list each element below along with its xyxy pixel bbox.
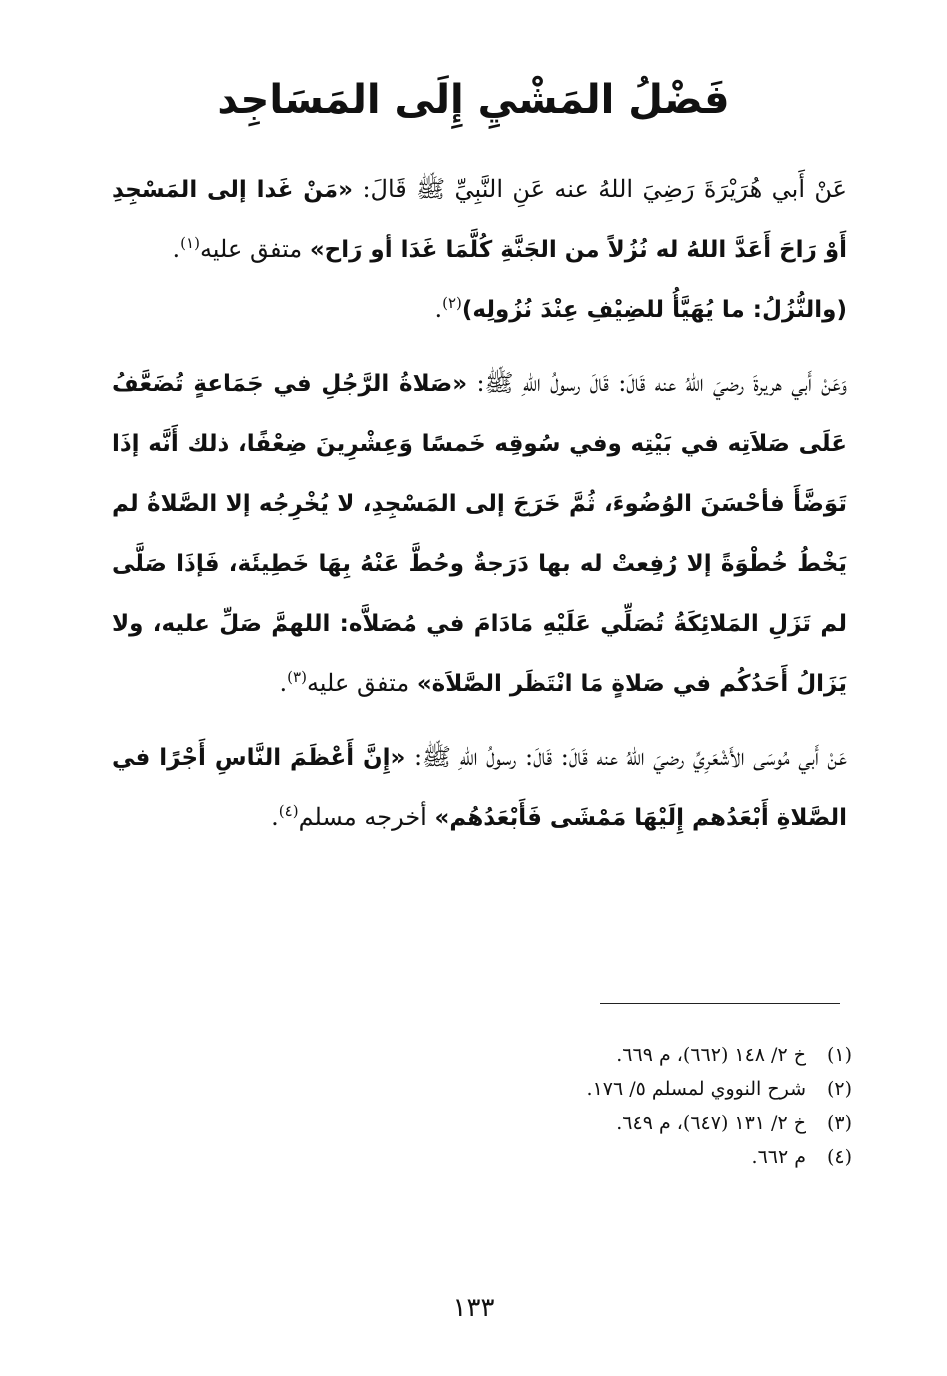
narration-intro: عَنْ أَبي مُوسَى الأَشْعَرِيِّ رضيَ اللهُ عنه قَالَ: قَالَ: رسولُ اللهِ ﷺ: (405, 743, 848, 771)
hadith-text: «إِنَّ أَعْظَمَ النَّاسِ أَجْرًا في الصَّلاةِ أَبْعَدُهم إِلَيْهَا مَمْشَى فَأَبْعَدُهُم» (112, 745, 847, 831)
page-number: ١٣٣ (452, 1293, 495, 1323)
footnote-item (252, 1140, 852, 1174)
footnote-ref: (١) (180, 234, 200, 252)
narration-intro: وَعَنْ أَبي هريرةَ رضيَ اللهُ عنه قَالَ: قَالَ رسولُ اللهِ ﷺ: (467, 369, 847, 397)
narration-source: متفق عليه (306, 669, 417, 697)
full-stop: . (279, 669, 288, 697)
footnote-ref: (٣) (287, 668, 307, 686)
footnote-number: (٢) (826, 1078, 852, 1100)
footnote-number: (٣) (826, 1112, 852, 1134)
narration-intro: عَنْ أَبي هُرَيْرَةَ رَضِيَ اللهُ عنه عَنِ النَّبِيِّ ﷺ قَالَ: (353, 175, 847, 203)
footnote-text: خ ٢/ ١٤٨ (٦٦٢)، م ٦٦٩. (616, 1044, 806, 1066)
footnote-ref: (٤) (278, 802, 299, 820)
footnote-number: (١) (826, 1044, 852, 1066)
definition-text: (والنُّزُلُ: ما يُهَيَّأُ للضِيْفِ عِنْدَ نُزُولِه) (461, 297, 847, 323)
full-stop: . (271, 803, 279, 831)
footnote-item (252, 1072, 852, 1106)
footnote-item (252, 1038, 852, 1072)
paragraph-4 (112, 728, 847, 848)
footnotes-list (252, 1038, 852, 1174)
hadith-text: «صَلاةُ الرَّجُلِ في جَمَاعةٍ تُضَعَّفُ عَلَى صَلاَتِه في بَيْتِه وفي سُوقِه خَمسًا وَعِشْرِينَ ضِعْفًا، ذلك أَنَّه إذَا تَوَضَّأَ فأحْسَنَ الوُضُوءَ، ثُمَّ خَرَجَ إلى المَسْجِدِ، لا يُخْرِجُه إلا الصَّلاةُ لم يَخْطُ خُطْوَةً إلا رُفِعتْ له بها دَرَجةٌ وحُطَّ عَنْهُ بِهَا خَطِيئَة، فَإذَا صَلَّى لم تَزَلِ المَلائِكَةُ تُصَلِّي عَلَيْهِ مَادَامَ في مُصَلاَّه: اللهمَّ صَلِّ عليه، ولا يَزَالُ أَحَدُكُم في صَلاةٍ مَا انْتَظَر الصَّلاَة» (112, 371, 847, 697)
paragraph-3 (112, 354, 847, 714)
paragraph-1 (112, 160, 847, 280)
paragraph-2 (112, 280, 847, 340)
footnote-divider (600, 1003, 840, 1004)
footnote-item (252, 1106, 852, 1140)
narration-source: أخرجه مسلم (298, 803, 435, 831)
full-stop: . (434, 295, 443, 323)
footnote-text: شرح النووي لمسلم ٥/ ١٧٦. (586, 1078, 806, 1100)
footnote-ref: (٢) (442, 294, 462, 312)
narration-source: متفق عليه (199, 235, 310, 263)
full-stop: . (172, 235, 181, 263)
main-text (112, 160, 847, 848)
footnote-number: (٤) (826, 1146, 852, 1168)
chapter-title: فَضْلُ المَشْيِ إِلَى المَسَاجِد (217, 77, 730, 123)
footnote-text: خ ٢/ ١٣١ (٦٤٧)، م ٦٤٩. (616, 1112, 806, 1134)
hadith-text: «مَنْ غَدا إلى المَسْجِدِ أَوْ رَاحَ أَعَدَّ اللهُ له نُزُلاً من الجَنَّةِ كُلَّمَا غَدَا أو رَاح» (112, 177, 847, 263)
footnote-text: م ٦٦٢. (751, 1146, 806, 1168)
